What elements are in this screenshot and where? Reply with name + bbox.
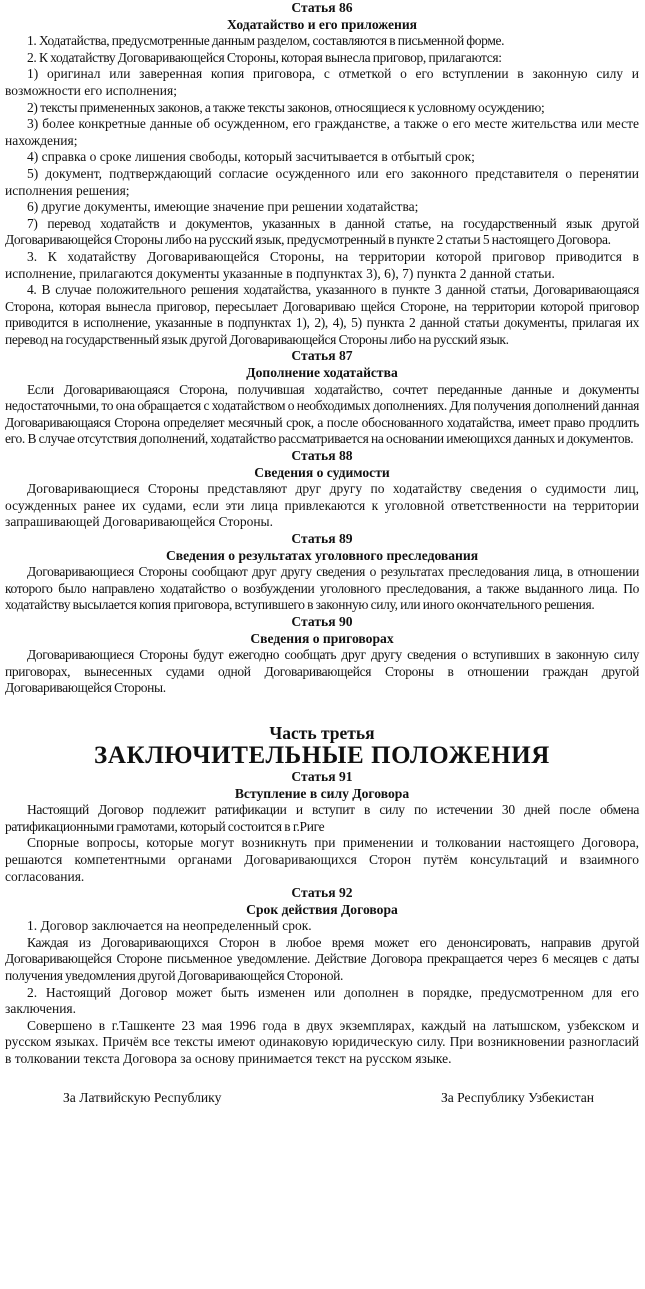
article-paragraph: 2. Настоящий Договор может быть изменен или дополнен в порядке, предусмотренном для его заключения. [5,984,639,1017]
article-section [5,769,639,885]
article-title: Вступление в силу Договора [234,785,410,801]
article-number: Статья 92 [291,885,353,901]
article-number: Статья 88 [291,448,353,464]
article-paragraph: 3. К ходатайству Договаривающейся Стороны, на территории которой приговор приводится в исполнение, прилагаются документы указанные в подпунктах 3), 6), 7) пункта 2 данной статьи. [5,248,639,281]
article-section [5,885,639,1068]
article-number: Статья 89 [291,531,353,546]
article-section [5,0,639,348]
article-title: Сведения о результатах уголовного преследования [165,547,479,563]
article-title: Дополнение ходатайства [246,365,398,381]
article-paragraph: Договаривающиеся Стороны будут ежегодно сообщать друг другу сведения о вступивших в законную силу приговорах, вынесенных судами одной Договаривающейся Стороны в отношении граждан другой Договаривающейся Стороны. [5,647,639,696]
article-number: Статья 91 [291,768,353,784]
article-paragraph: Настоящий Договор подлежит ратификации и вступит в силу по истечении 30 дней после обмена ратификационными грамотами, который состоится в г.Риге [5,802,639,834]
article-paragraph: 1. Ходатайства, предусмотренные данным разделом, составляются в письменной форме. [27,33,505,49]
signature-uzbekistan: За Республику Узбекистан [440,1089,594,1105]
signature-block [5,1090,639,1106]
part-title: ЗАКЛЮЧИТЕЛЬНЫЕ ПОЛОЖЕНИЯ [94,741,550,769]
article-paragraph: 1) оригинал или заверенная копия приговора, с отметкой о его вступлении в законную силу и возможности его исполнения; [5,66,639,98]
article-paragraph: 5) документ, подтверждающий согласие осужденного или его законного представителя о перенятии исполнения решения; [5,165,639,198]
article-section [5,614,639,697]
article-paragraph: Если Договаривающаяся Сторона, получившая ходатайство, сочтет переданные данные и документы недостаточными, то она обращается с ходатайством о необходимых дополнениях. Для получения дополнений данная Договаривающаяся Сторона определяет месячный срок, а после обоснованного ходатайства, имеет право продлить его. В случае отсутствия дополнений, ходатайство рассматривается на основании имеющихся данных и документов. [5,381,639,447]
article-title: Срок действия Договора [246,901,398,917]
part-heading: Часть третья [269,722,375,743]
article-number: Статья 90 [291,613,353,629]
article-section [5,348,639,448]
article-paragraph: Договаривающиеся Стороны представляют друг другу по ходатайству сведения о судимости лиц, осужденных ранее их судами, если эти лица привлекаются к уголовной ответственности на территории запрашивающей Договаривающейся Стороны. [5,481,639,530]
article-title: Сведения о судимости [254,464,390,480]
article-section [5,531,639,614]
signature-latvia: За Латвийскую Республику [63,1089,222,1105]
article-section [5,448,639,531]
article-paragraph: Каждая из Договаривающихся Сторон в любое время может его денонсировать, направив другой Договаривающейся Стороне письменное уведомление. Действие Договора прекращается через 6 месяцев с даты получения уведомления другой Договаривающейся Стороной. [5,934,639,984]
article-paragraph: 3) более конкретные данные об осужденном, его гражданстве, а также о его месте жительства или месте нахождения; [5,116,639,148]
article-number: Статья 86 [291,0,353,15]
article-title: Сведения о приговорах [250,630,394,646]
article-paragraph: Совершено в г.Ташкенте 23 мая 1996 года в двух экземплярах, каждый на латышском, узбекском и русском языках. Причём все тексты имеют одинаковую юридическую силу. При возникновении разногласий в толковании текста Договора за основу принимается текст на русском языке. [5,1017,639,1067]
article-paragraph: Договаривающиеся Стороны сообщают друг другу сведения о результатах преследования лица, в отношении которого было направлено ходатайство о возбуждении уголовного преследования, а также выданного лица. По ходатайству высылается копия приговора, вступившего в законную силу, или иного окончательного решения. [5,564,639,613]
article-paragraph: 7) перевод ходатайств и документов, указанных в данной статье, на государственный язык другой Договаривающейся Стороны либо на русский язык, предусмотренный в пункте 2 статьи 5 настоящего Договора. [5,215,639,248]
article-number: Статья 87 [291,348,353,364]
articles-86-90 [5,0,639,697]
article-paragraph: 2. К ходатайству Договаривающейся Стороны, которая вынесла приговор, прилагаются: [27,49,502,65]
article-paragraph: 1. Договор заключается на неопределенный срок. [27,918,312,934]
article-paragraph: 4. В случае положительного решения ходатайства, указанного в пункте 3 данной статьи, Договаривающаяся Сторона, которая вынесла приговор, пересылает Договариваю щейся Стороне, на территории которой приговор приводится в исполнение, указанные в подпунктах 1), 2), 4), 5) пункта 2 данной статьи документы, прилагая их перевод на государственный язык другой Договаривающейся Стороны либо на русский язык. [5,282,639,347]
article-paragraph: 4) справка о сроке лишения свободы, который засчитывается в отбытый срок; [27,149,475,165]
article-title: Ходатайство и его приложения [226,16,418,32]
articles-91-92 [5,769,639,1068]
article-paragraph: Спорные вопросы, которые могут возникнуть при применении и толковании настоящего Договора, решаются компетентными органами Договаривающихся Сторон путём консультаций и взаимного согласования. [5,835,639,884]
article-paragraph: 2) тексты примененных законов, а также тексты законов, относящиеся к условному осуждению; [27,99,545,115]
article-paragraph: 6) другие документы, имеющие значение при решении ходатайства; [27,199,419,215]
